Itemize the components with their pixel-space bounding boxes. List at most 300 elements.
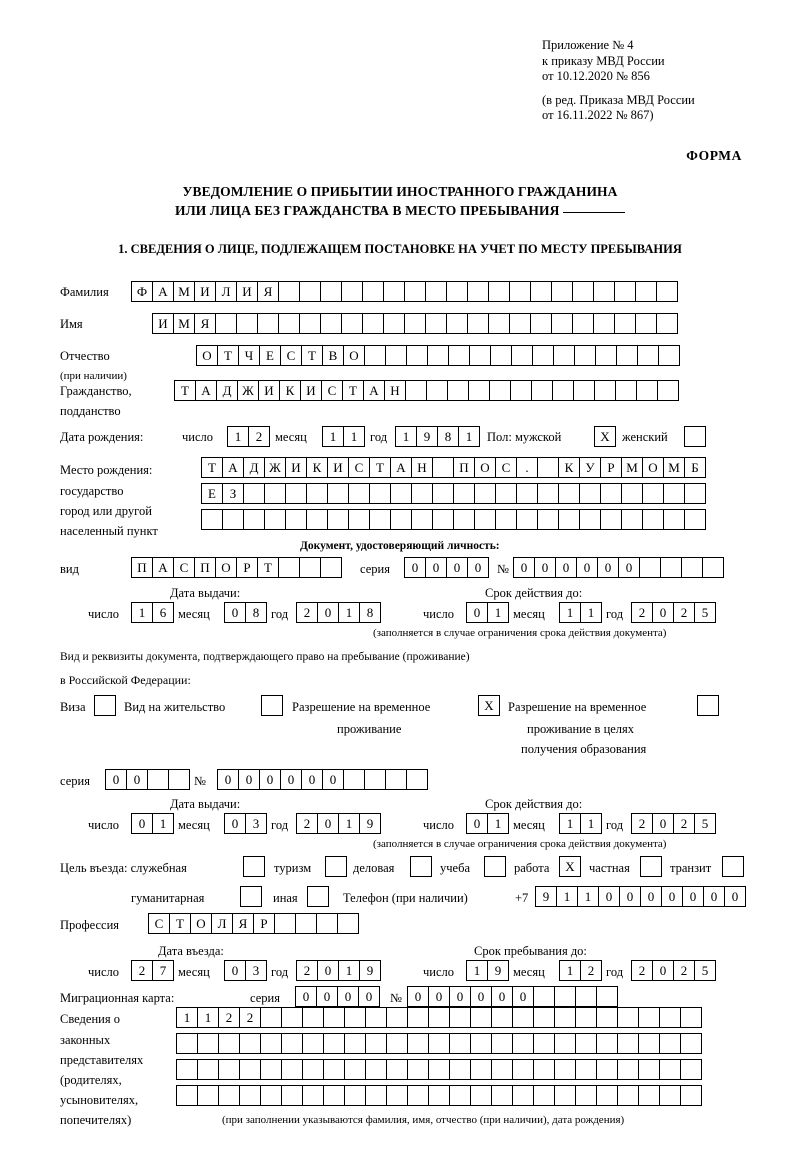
char-cell[interactable]: 0	[512, 986, 534, 1007]
char-cell[interactable]	[453, 509, 475, 530]
char-cell[interactable]: 5	[694, 602, 716, 623]
char-cell[interactable]	[470, 1007, 492, 1028]
char-cell[interactable]	[642, 483, 664, 504]
char-cell[interactable]: 8	[359, 602, 381, 623]
char-cell[interactable]	[680, 1007, 702, 1028]
char-cell[interactable]	[316, 913, 338, 934]
char-cell[interactable]	[386, 1085, 408, 1106]
char-cell[interactable]	[533, 1085, 555, 1106]
char-cell[interactable]	[659, 1085, 681, 1106]
char-cell[interactable]	[449, 1007, 471, 1028]
char-cell[interactable]	[446, 313, 468, 334]
char-cell[interactable]: 2	[296, 813, 318, 834]
char-cell[interactable]	[573, 380, 595, 401]
char-cell[interactable]	[215, 313, 237, 334]
char-cell[interactable]	[406, 345, 428, 366]
char-cell[interactable]: Т	[257, 557, 279, 578]
char-cell[interactable]	[222, 509, 244, 530]
checkbox-temp-residence[interactable]: X	[478, 695, 500, 716]
char-cell[interactable]	[474, 509, 496, 530]
char-cell[interactable]: И	[236, 281, 258, 302]
field-entry-month[interactable]	[224, 960, 266, 981]
char-cell[interactable]	[407, 1033, 429, 1054]
char-cell[interactable]: М	[173, 281, 195, 302]
char-cell[interactable]: Л	[211, 913, 233, 934]
char-cell[interactable]	[264, 483, 286, 504]
char-cell[interactable]	[638, 1007, 660, 1028]
checkbox-purpose-other[interactable]	[307, 886, 329, 907]
char-cell[interactable]: 0	[322, 769, 344, 790]
char-cell[interactable]	[385, 345, 407, 366]
char-cell[interactable]	[428, 1033, 450, 1054]
char-cell[interactable]	[509, 281, 531, 302]
checkbox-edu-residence[interactable]	[697, 695, 719, 716]
char-cell[interactable]: Е	[201, 483, 223, 504]
char-cell[interactable]	[239, 1033, 261, 1054]
char-cell[interactable]: 0	[131, 813, 153, 834]
field-doc-issue-month[interactable]	[224, 602, 266, 623]
char-cell[interactable]	[176, 1033, 198, 1054]
char-cell[interactable]: 0	[652, 813, 674, 834]
char-cell[interactable]	[365, 1059, 387, 1080]
char-cell[interactable]: Т	[342, 380, 364, 401]
char-cell[interactable]	[348, 509, 370, 530]
char-cell[interactable]: 0	[703, 886, 725, 907]
char-cell[interactable]	[469, 345, 491, 366]
char-cell[interactable]	[295, 913, 317, 934]
char-cell[interactable]: 0	[446, 557, 468, 578]
char-cell[interactable]	[427, 345, 449, 366]
char-cell[interactable]	[407, 1059, 429, 1080]
char-cell[interactable]	[470, 1059, 492, 1080]
char-cell[interactable]	[447, 380, 469, 401]
char-cell[interactable]	[243, 509, 265, 530]
char-cell[interactable]	[512, 1007, 534, 1028]
char-cell[interactable]	[512, 1085, 534, 1106]
char-cell[interactable]: 0	[428, 986, 450, 1007]
field-surname[interactable]	[131, 281, 677, 302]
char-cell[interactable]: Ч	[238, 345, 260, 366]
char-cell[interactable]	[299, 557, 321, 578]
char-cell[interactable]: К	[306, 457, 328, 478]
char-cell[interactable]: 9	[416, 426, 438, 447]
char-cell[interactable]	[489, 380, 511, 401]
char-cell[interactable]	[236, 313, 258, 334]
char-cell[interactable]	[285, 483, 307, 504]
char-cell[interactable]: 0	[598, 886, 620, 907]
char-cell[interactable]	[337, 913, 359, 934]
char-cell[interactable]: П	[131, 557, 153, 578]
char-cell[interactable]	[201, 509, 223, 530]
char-cell[interactable]: 1	[338, 960, 360, 981]
char-cell[interactable]: В	[322, 345, 344, 366]
char-cell[interactable]	[386, 1007, 408, 1028]
char-cell[interactable]: С	[495, 457, 517, 478]
char-cell[interactable]	[616, 345, 638, 366]
char-cell[interactable]: 0	[337, 986, 359, 1007]
char-cell[interactable]	[425, 281, 447, 302]
char-cell[interactable]: Т	[369, 457, 391, 478]
char-cell[interactable]: 0	[449, 986, 471, 1007]
char-cell[interactable]: 0	[470, 986, 492, 1007]
char-cell[interactable]	[621, 509, 643, 530]
char-cell[interactable]: А	[363, 380, 385, 401]
char-cell[interactable]	[530, 281, 552, 302]
field-right-number[interactable]	[217, 769, 427, 790]
char-cell[interactable]: 0	[467, 557, 489, 578]
field-birth-month[interactable]	[322, 426, 364, 447]
char-cell[interactable]: 0	[317, 960, 339, 981]
char-cell[interactable]	[470, 1085, 492, 1106]
char-cell[interactable]: 1	[487, 602, 509, 623]
char-cell[interactable]	[425, 313, 447, 334]
char-cell[interactable]	[299, 281, 321, 302]
char-cell[interactable]: Л	[215, 281, 237, 302]
char-cell[interactable]: Н	[384, 380, 406, 401]
char-cell[interactable]	[302, 1059, 324, 1080]
char-cell[interactable]	[656, 313, 678, 334]
char-cell[interactable]	[491, 1033, 513, 1054]
field-patronymic[interactable]	[196, 345, 679, 366]
char-cell[interactable]	[365, 1033, 387, 1054]
char-cell[interactable]: Т	[201, 457, 223, 478]
char-cell[interactable]: 8	[437, 426, 459, 447]
char-cell[interactable]	[531, 380, 553, 401]
char-cell[interactable]	[323, 1007, 345, 1028]
char-cell[interactable]	[383, 281, 405, 302]
checkbox-residence-permit[interactable]	[261, 695, 283, 716]
char-cell[interactable]	[617, 1033, 639, 1054]
char-cell[interactable]	[344, 1085, 366, 1106]
char-cell[interactable]: Д	[216, 380, 238, 401]
char-cell[interactable]	[428, 1007, 450, 1028]
char-cell[interactable]	[365, 1085, 387, 1106]
char-cell[interactable]: О	[642, 457, 664, 478]
char-cell[interactable]	[533, 1007, 555, 1028]
char-cell[interactable]	[680, 1033, 702, 1054]
char-cell[interactable]	[572, 281, 594, 302]
char-cell[interactable]: И	[152, 313, 174, 334]
char-cell[interactable]: О	[190, 913, 212, 934]
field-right-issue-month[interactable]	[224, 813, 266, 834]
char-cell[interactable]	[657, 380, 679, 401]
char-cell[interactable]	[343, 769, 365, 790]
char-cell[interactable]	[659, 1007, 681, 1028]
field-doc-valid-year[interactable]	[631, 602, 715, 623]
checkbox-purpose-tourism[interactable]	[325, 856, 347, 877]
char-cell[interactable]	[558, 483, 580, 504]
char-cell[interactable]: 7	[152, 960, 174, 981]
char-cell[interactable]: 1	[197, 1007, 219, 1028]
field-mig-series[interactable]	[295, 986, 379, 1007]
field-legal-line-4[interactable]	[176, 1085, 701, 1106]
char-cell[interactable]: С	[280, 345, 302, 366]
checkbox-purpose-humanitarian[interactable]	[240, 886, 262, 907]
char-cell[interactable]	[306, 483, 328, 504]
char-cell[interactable]	[684, 483, 706, 504]
field-name[interactable]	[152, 313, 677, 334]
char-cell[interactable]	[467, 281, 489, 302]
char-cell[interactable]	[385, 769, 407, 790]
char-cell[interactable]: 2	[248, 426, 270, 447]
char-cell[interactable]: 2	[239, 1007, 261, 1028]
char-cell[interactable]	[260, 1059, 282, 1080]
field-citizenship[interactable]	[174, 380, 678, 401]
char-cell[interactable]	[575, 1059, 597, 1080]
char-cell[interactable]: П	[194, 557, 216, 578]
char-cell[interactable]	[516, 483, 538, 504]
char-cell[interactable]	[594, 380, 616, 401]
char-cell[interactable]	[684, 509, 706, 530]
char-cell[interactable]: 1	[338, 813, 360, 834]
char-cell[interactable]	[197, 1033, 219, 1054]
char-cell[interactable]	[369, 483, 391, 504]
field-right-issue-year[interactable]	[296, 813, 380, 834]
char-cell[interactable]: О	[343, 345, 365, 366]
char-cell[interactable]	[537, 483, 559, 504]
char-cell[interactable]	[257, 313, 279, 334]
char-cell[interactable]	[278, 313, 300, 334]
char-cell[interactable]: 2	[673, 602, 695, 623]
char-cell[interactable]: Я	[257, 281, 279, 302]
char-cell[interactable]	[574, 345, 596, 366]
char-cell[interactable]: Я	[194, 313, 216, 334]
checkbox-female[interactable]	[684, 426, 706, 447]
checkbox-purpose-official[interactable]	[243, 856, 265, 877]
char-cell[interactable]: 1	[458, 426, 480, 447]
char-cell[interactable]: 0	[224, 602, 246, 623]
char-cell[interactable]	[344, 1007, 366, 1028]
char-cell[interactable]: К	[279, 380, 301, 401]
field-right-issue-day[interactable]	[131, 813, 173, 834]
char-cell[interactable]: 0	[238, 769, 260, 790]
char-cell[interactable]: И	[327, 457, 349, 478]
char-cell[interactable]	[302, 1007, 324, 1028]
char-cell[interactable]	[637, 345, 659, 366]
char-cell[interactable]	[532, 345, 554, 366]
char-cell[interactable]	[575, 1007, 597, 1028]
char-cell[interactable]	[600, 509, 622, 530]
char-cell[interactable]	[638, 1033, 660, 1054]
char-cell[interactable]: Р	[600, 457, 622, 478]
field-legal-line-2[interactable]	[176, 1033, 701, 1054]
char-cell[interactable]: 1	[577, 886, 599, 907]
char-cell[interactable]: 9	[359, 960, 381, 981]
checkbox-purpose-study[interactable]	[484, 856, 506, 877]
char-cell[interactable]	[551, 281, 573, 302]
field-doc-kind[interactable]	[131, 557, 341, 578]
char-cell[interactable]: С	[348, 457, 370, 478]
char-cell[interactable]: 9	[359, 813, 381, 834]
char-cell[interactable]: 5	[694, 960, 716, 981]
char-cell[interactable]	[320, 313, 342, 334]
char-cell[interactable]	[362, 281, 384, 302]
char-cell[interactable]	[553, 345, 575, 366]
char-cell[interactable]: 0	[317, 813, 339, 834]
checkbox-visa[interactable]	[94, 695, 116, 716]
char-cell[interactable]	[495, 509, 517, 530]
field-right-valid-month[interactable]	[559, 813, 601, 834]
char-cell[interactable]	[176, 1059, 198, 1080]
char-cell[interactable]: 2	[296, 602, 318, 623]
char-cell[interactable]	[617, 1085, 639, 1106]
char-cell[interactable]	[702, 557, 724, 578]
char-cell[interactable]: 0	[513, 557, 535, 578]
char-cell[interactable]: 0	[534, 557, 556, 578]
char-cell[interactable]	[596, 986, 618, 1007]
char-cell[interactable]	[281, 1033, 303, 1054]
field-birthplace-city[interactable]	[201, 483, 705, 504]
char-cell[interactable]: Е	[259, 345, 281, 366]
char-cell[interactable]	[278, 281, 300, 302]
field-entry-year[interactable]	[296, 960, 380, 981]
char-cell[interactable]	[197, 1085, 219, 1106]
char-cell[interactable]: 1	[131, 602, 153, 623]
char-cell[interactable]: Т	[301, 345, 323, 366]
char-cell[interactable]: 1	[343, 426, 365, 447]
char-cell[interactable]	[365, 1007, 387, 1028]
char-cell[interactable]	[595, 345, 617, 366]
field-stay-month[interactable]	[559, 960, 601, 981]
char-cell[interactable]: 0	[105, 769, 127, 790]
char-cell[interactable]: 0	[652, 602, 674, 623]
char-cell[interactable]: К	[558, 457, 580, 478]
char-cell[interactable]: 0	[576, 557, 598, 578]
char-cell[interactable]: Ж	[237, 380, 259, 401]
char-cell[interactable]	[615, 380, 637, 401]
char-cell[interactable]: Р	[236, 557, 258, 578]
char-cell[interactable]	[621, 483, 643, 504]
char-cell[interactable]	[344, 1059, 366, 1080]
char-cell[interactable]	[320, 557, 342, 578]
char-cell[interactable]	[660, 557, 682, 578]
char-cell[interactable]	[426, 380, 448, 401]
char-cell[interactable]: Р	[253, 913, 275, 934]
char-cell[interactable]	[281, 1085, 303, 1106]
char-cell[interactable]	[554, 986, 576, 1007]
char-cell[interactable]	[364, 769, 386, 790]
field-right-valid-year[interactable]	[631, 813, 715, 834]
char-cell[interactable]	[635, 281, 657, 302]
char-cell[interactable]	[596, 1085, 618, 1106]
char-cell[interactable]	[341, 281, 363, 302]
char-cell[interactable]	[512, 1059, 534, 1080]
field-birth-year[interactable]	[395, 426, 479, 447]
char-cell[interactable]: 3	[245, 960, 267, 981]
char-cell[interactable]	[405, 380, 427, 401]
char-cell[interactable]: Д	[243, 457, 265, 478]
char-cell[interactable]: И	[285, 457, 307, 478]
char-cell[interactable]: 1	[322, 426, 344, 447]
char-cell[interactable]: 1	[559, 813, 581, 834]
char-cell[interactable]	[344, 1033, 366, 1054]
char-cell[interactable]	[491, 1059, 513, 1080]
char-cell[interactable]	[474, 483, 496, 504]
char-cell[interactable]: 0	[724, 886, 746, 907]
char-cell[interactable]	[575, 1085, 597, 1106]
char-cell[interactable]: 0	[126, 769, 148, 790]
char-cell[interactable]	[428, 1059, 450, 1080]
field-birthplace-state[interactable]	[201, 457, 705, 478]
char-cell[interactable]: 0	[217, 769, 239, 790]
field-right-series[interactable]	[105, 769, 189, 790]
char-cell[interactable]	[488, 313, 510, 334]
char-cell[interactable]	[453, 483, 475, 504]
char-cell[interactable]: 9	[535, 886, 557, 907]
char-cell[interactable]	[663, 509, 685, 530]
char-cell[interactable]: 2	[673, 960, 695, 981]
char-cell[interactable]: Т	[169, 913, 191, 934]
field-birthplace-city-line2[interactable]	[201, 509, 705, 530]
char-cell[interactable]	[168, 769, 190, 790]
char-cell[interactable]: 0	[661, 886, 683, 907]
char-cell[interactable]: И	[194, 281, 216, 302]
char-cell[interactable]: А	[390, 457, 412, 478]
char-cell[interactable]	[411, 483, 433, 504]
char-cell[interactable]	[659, 1033, 681, 1054]
char-cell[interactable]	[386, 1033, 408, 1054]
char-cell[interactable]: 0	[259, 769, 281, 790]
char-cell[interactable]	[596, 1033, 618, 1054]
char-cell[interactable]	[533, 1059, 555, 1080]
char-cell[interactable]	[558, 509, 580, 530]
char-cell[interactable]	[302, 1085, 324, 1106]
char-cell[interactable]	[260, 1033, 282, 1054]
char-cell[interactable]: А	[222, 457, 244, 478]
char-cell[interactable]	[432, 457, 454, 478]
char-cell[interactable]: 0	[618, 557, 640, 578]
field-doc-valid-day[interactable]	[466, 602, 508, 623]
char-cell[interactable]: Б	[684, 457, 706, 478]
char-cell[interactable]	[364, 345, 386, 366]
char-cell[interactable]	[488, 281, 510, 302]
char-cell[interactable]: 6	[152, 602, 174, 623]
char-cell[interactable]	[511, 345, 533, 366]
char-cell[interactable]: С	[173, 557, 195, 578]
checkbox-purpose-work[interactable]: X	[559, 856, 581, 877]
field-doc-issue-day[interactable]	[131, 602, 173, 623]
char-cell[interactable]	[218, 1085, 240, 1106]
char-cell[interactable]	[218, 1059, 240, 1080]
char-cell[interactable]	[383, 313, 405, 334]
checkbox-male[interactable]: X	[594, 426, 616, 447]
char-cell[interactable]	[285, 509, 307, 530]
char-cell[interactable]	[596, 1007, 618, 1028]
char-cell[interactable]: 2	[131, 960, 153, 981]
char-cell[interactable]	[197, 1059, 219, 1080]
char-cell[interactable]	[281, 1059, 303, 1080]
char-cell[interactable]	[341, 313, 363, 334]
char-cell[interactable]: 0	[224, 813, 246, 834]
char-cell[interactable]	[635, 313, 657, 334]
char-cell[interactable]: 2	[673, 813, 695, 834]
char-cell[interactable]	[432, 509, 454, 530]
char-cell[interactable]	[642, 509, 664, 530]
char-cell[interactable]	[348, 483, 370, 504]
char-cell[interactable]: С	[148, 913, 170, 934]
char-cell[interactable]: 0	[404, 557, 426, 578]
char-cell[interactable]: 0	[295, 986, 317, 1007]
char-cell[interactable]	[572, 313, 594, 334]
char-cell[interactable]: 1	[559, 960, 581, 981]
char-cell[interactable]: Ф	[131, 281, 153, 302]
char-cell[interactable]: М	[663, 457, 685, 478]
char-cell[interactable]	[327, 509, 349, 530]
char-cell[interactable]: А	[152, 281, 174, 302]
char-cell[interactable]	[320, 281, 342, 302]
field-profession[interactable]	[148, 913, 358, 934]
char-cell[interactable]	[147, 769, 169, 790]
